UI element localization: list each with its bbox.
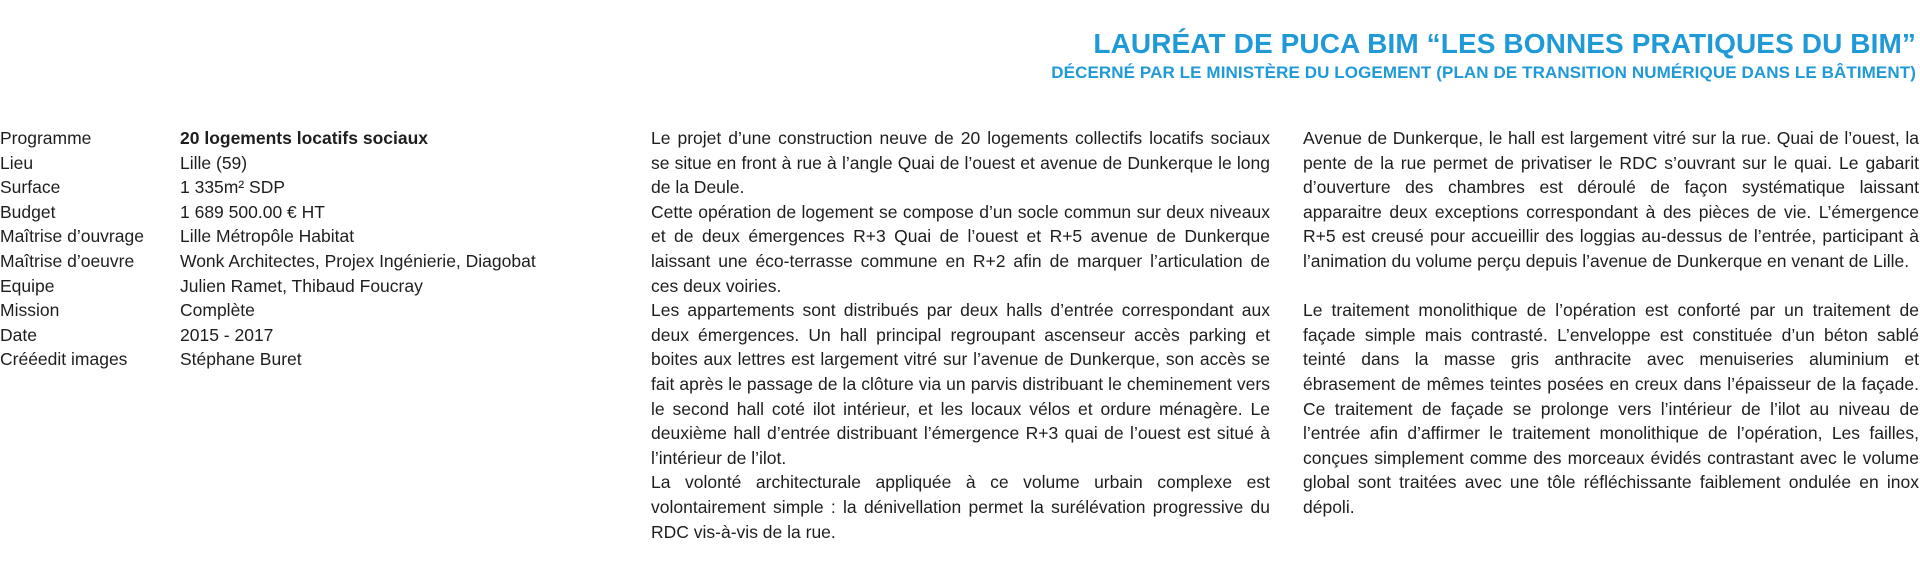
info-value: Lille Métropôle Habitat	[180, 226, 355, 247]
info-value: 20 logements locatifs sociaux	[180, 128, 429, 148]
info-value: Stéphane Buret	[180, 349, 302, 370]
info-value: 1 689 500.00 € HT	[180, 201, 325, 222]
info-row-credit-images	[0, 347, 600, 372]
info-value: Julien Ramet, Thibaud Foucray	[180, 275, 423, 296]
info-row-programme	[0, 126, 600, 151]
info-label: Equipe	[0, 275, 55, 296]
info-label: Maîtrise d’ouvrage	[0, 226, 144, 247]
info-row-date	[0, 323, 600, 348]
info-row-surface	[0, 175, 600, 200]
paragraph: Les appartements sont distribués par deux halls d’entrée correspondant aux deux émergences. Un hall principal regroupant ascenseur accès parking et boites aux lettres est largement vitré sur l’avenue de Dunkerque, son accès se fait après le passage de la clôture via un parvis distribuant le cheminement vers le second hall coté ilot intérieur, et les locaux vélos et ordure ménagère. Le deuxième hall d’entrée distribuant l’émergence R+3 quai de l’ouest est situé à l’intérieur de l’ilot.	[651, 300, 1270, 468]
info-row-equipe	[0, 274, 600, 299]
paragraph: Cette opération de logement se compose d’un socle commun sur deux niveaux et de deux émergences R+3 Quai de l’ouest et R+5 avenue de Dunkerque laissant une éco-terrasse commune en R+2 afin de marquer l’articulation de ces deux voiries.	[651, 201, 1270, 296]
info-label: Date	[0, 324, 37, 345]
paragraph: Le traitement monolithique de l’opération est conforté par un traitement de façade simple mais contrasté. L’enveloppe est constituée d’un béton sablé teinté dans la masse gris anthracite avec menuiseries aluminium et ébrasement de mêmes teintes posées en creux dans l’épaisseur de la façade. Ce traitement de façade se prolonge vers l’intérieur de l’ilot au niveau de l’entrée afin d’affirmer le traitement monolithique de l’opération, Les failles, conçues simplement comme des morceaux évidés contrastant avec le volume global sont traitées avec une tôle réfléchissante faiblement ondulée en inox dépoli.	[1303, 300, 1919, 517]
info-value: Wonk Architectes, Projex Ingénierie, Diagobat	[180, 250, 536, 271]
award-subtitle: DÉCERNÉ PAR LE MINISTÈRE DU LOGEMENT (PLAN DE TRANSITION NUMÉRIQUE DANS LE BÂTIMENT)	[1051, 63, 1916, 82]
info-label: Mission	[0, 300, 60, 321]
info-label: Maîtrise d’oeuvre	[0, 250, 135, 271]
description-column-1	[651, 126, 1270, 544]
info-label: Lieu	[0, 152, 34, 173]
info-value: Complète	[180, 300, 255, 321]
info-row-budget	[0, 200, 600, 225]
project-info-table	[0, 126, 600, 372]
info-row-lieu	[0, 151, 600, 176]
info-label: Budget	[0, 201, 56, 222]
paragraph: La volonté architecturale appliquée à ce volume urbain complexe est volontairement simple : la dénivellation permet la surélévation progressive du RDC vis-à-vis de la rue.	[651, 472, 1270, 542]
info-value: Lille (59)	[180, 152, 248, 173]
info-value: 1 335m² SDP	[180, 177, 286, 198]
info-row-mission	[0, 298, 600, 323]
paragraph: Avenue de Dunkerque, le hall est largement vitré sur la rue. Quai de l’ouest, la pente de la rue permet de privatiser le RDC s’ouvrant sur le quai. Le gabarit d’ouverture des chambres est déroulé de façon systématique laissant apparaitre deux exceptions correspondant à des pièces de vie. L’émergence R+5 est creusé pour accueillir des loggias au-dessus de l’entrée, participant à l’animation du volume perçu depuis l’avenue de Dunkerque en venant de Lille.	[1303, 128, 1919, 271]
info-label: Programme	[0, 128, 92, 148]
info-label: Crééedit images	[0, 349, 128, 370]
info-value: 2015 - 2017	[180, 324, 274, 345]
info-row-maitrise-oeuvre	[0, 249, 600, 274]
award-header	[1051, 26, 1916, 84]
paragraph: Le projet d’une construction neuve de 20 logements collectifs locatifs sociaux se situe en front à rue à l’angle Quai de l’ouest et avenue de Dunkerque le long de la Deule.	[651, 128, 1270, 198]
description-column-2	[1303, 126, 1919, 520]
paragraph-spacer	[1303, 274, 1919, 299]
info-row-maitrise-ouvrage	[0, 224, 600, 249]
award-title: LAURÉAT DE PUCA BIM “LES BONNES PRATIQUES DU BIM”	[1093, 28, 1916, 59]
info-label: Surface	[0, 177, 61, 198]
